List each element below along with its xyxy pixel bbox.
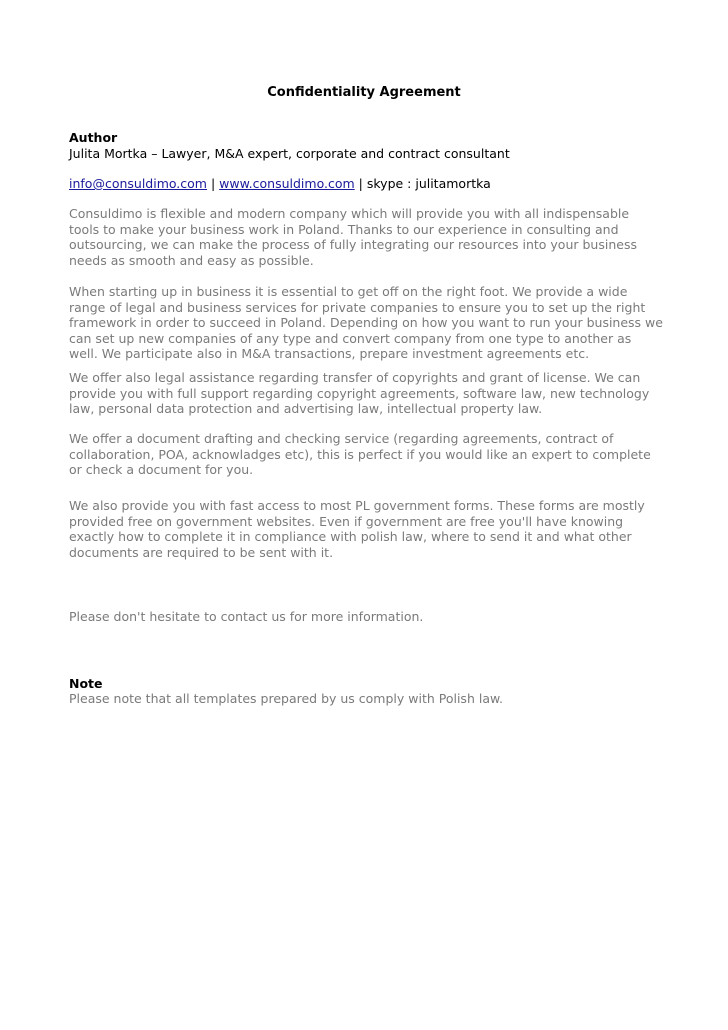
note-heading: Note	[69, 676, 103, 691]
author-name: Julita Mortka – Lawyer, M&A expert, corporate and contract consultant	[69, 146, 510, 161]
paragraph-government-forms: We also provide you with fast access to most PL government forms. These forms are mostly provided free on government websites. Even if government are free you'll have knowing exactly how to complete it in compliance with polish law, where to send it and what other documents are required to be sent with it.	[69, 498, 645, 560]
author-heading: Author	[69, 130, 118, 145]
contact-separator: |	[354, 176, 367, 191]
skype-contact: skype : julitamortka	[366, 176, 491, 191]
paragraph-intro: Consuldimo is flexible and modern company which will provide you with all indispensable tools to make your business work in Poland. Thanks to our experience in consulting and outsourcing, we can make the process of fully integrating our resources into your business needs as smooth and easy as possible.	[69, 206, 637, 268]
paragraph-contact: Please don't hesitate to contact us for more information.	[69, 609, 424, 624]
note-text: Please note that all templates prepared by us comply with Polish law.	[69, 691, 504, 706]
paragraph-document-drafting: We offer a document drafting and checking service (regarding agreements, contract of collaboration, POA, acknowladges etc), this is perfect if you would like an expert to complete or check a document for you.	[69, 431, 651, 477]
contact-line	[69, 176, 491, 192]
email-link[interactable]: info@consuldimo.com	[69, 176, 207, 191]
document-title: Confidentiality Agreement	[267, 85, 461, 100]
website-link[interactable]: www.consuldimo.com	[219, 176, 355, 191]
paragraph-business-services: When starting up in business it is essential to get off on the right foot. We provide a wide range of legal and business services for private companies to ensure you to set up the right framework in order to succeed in Poland. Depending on how you want to run your business we can set up new companies of any type and convert company from one type to another as well. We participate also in M&A transactions, prepare investment agreements etc.	[69, 284, 663, 361]
paragraph-legal-assistance: We offer also legal assistance regarding transfer of copyrights and grant of license. We can provide you with full support regarding copyright agreements, software law, new technology law, personal data protection and advertising law, intellectual property law.	[69, 370, 650, 416]
contact-separator: |	[206, 176, 220, 191]
